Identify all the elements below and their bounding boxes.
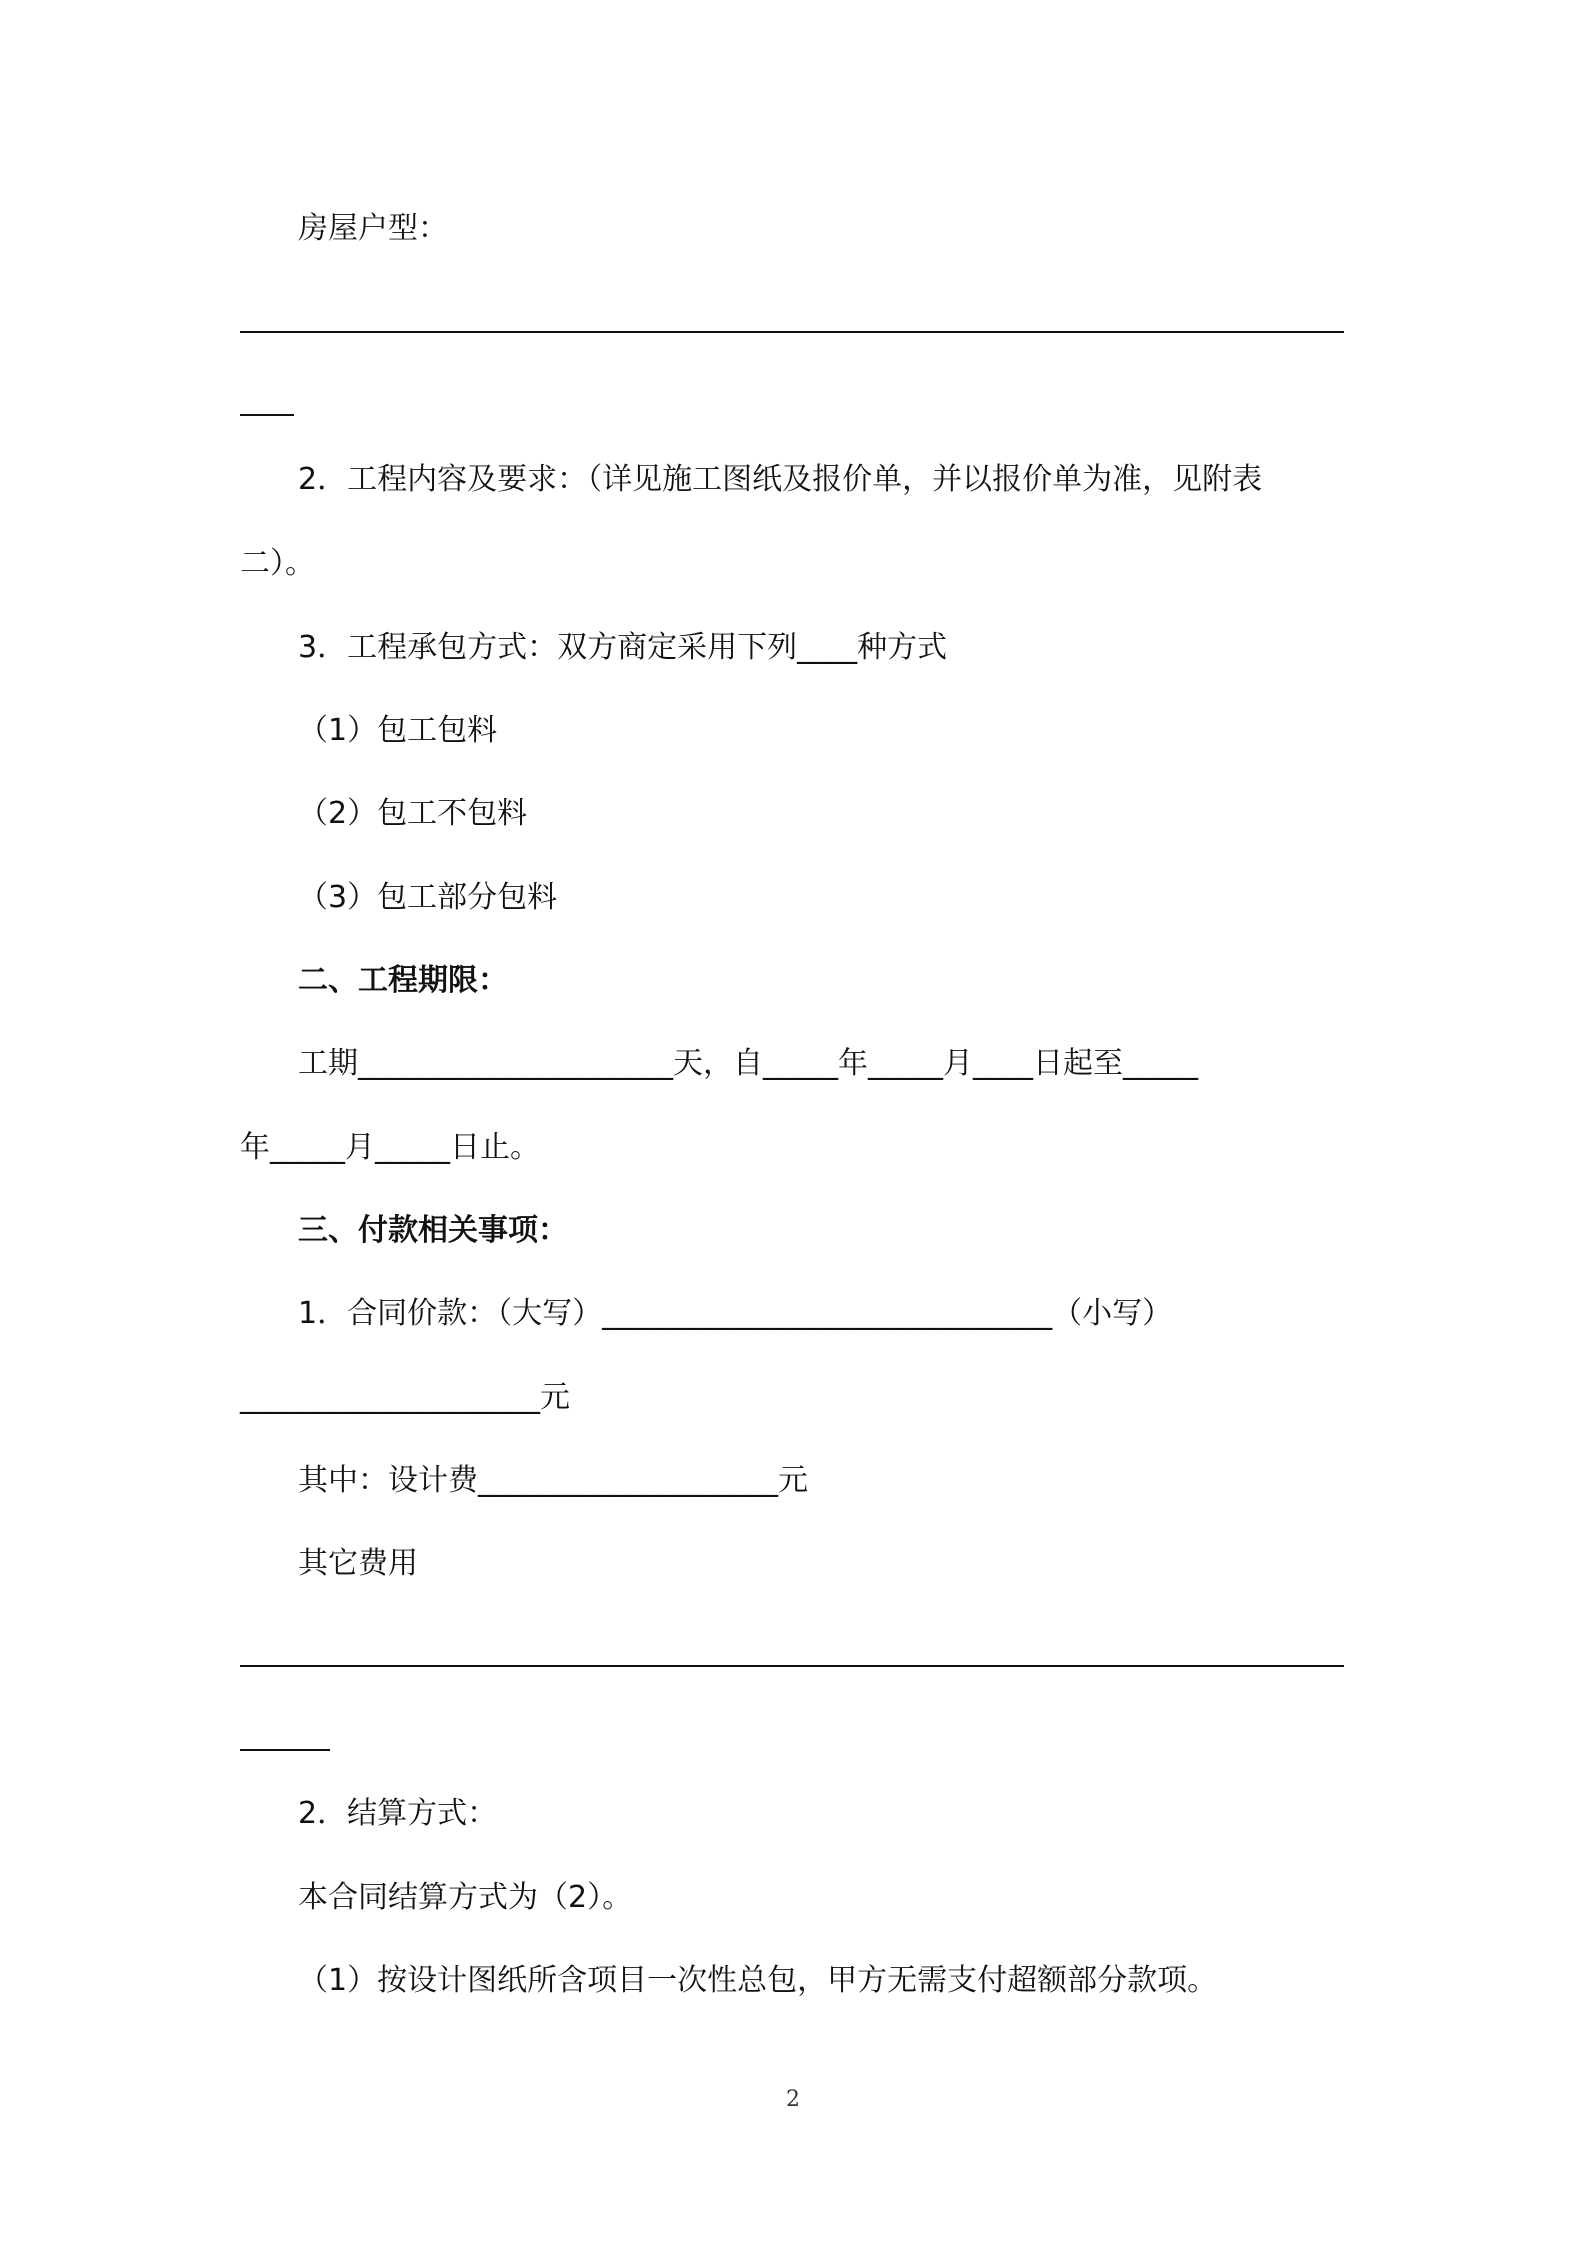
house-type-label: 房屋户型：: [298, 211, 448, 246]
settlement-heading: 2．结算方式：: [298, 1796, 498, 1831]
other-fees-label: 其它费用: [298, 1546, 418, 1581]
section-heading-term: 二、工程期限：: [298, 963, 508, 998]
option-1: （1）包工包料: [298, 713, 498, 748]
clause-3-text: 3．工程承包方式：双方商定采用下列____种方式: [298, 630, 948, 665]
fill-in-blank-line: [240, 414, 294, 416]
fill-in-blank-line: [240, 1665, 1344, 1667]
fill-in-blank-line: [240, 331, 1344, 333]
settlement-method-line: 本合同结算方式为（2）。: [298, 1880, 633, 1915]
contract-price-continued: ____________________元: [240, 1380, 570, 1415]
page-number: 2: [786, 2087, 800, 2112]
fill-in-blank-line: [240, 1749, 330, 1751]
clause-2-text: 2．工程内容及要求：（详见施工图纸及报价单，并以报价单为准，见附表: [298, 462, 1263, 497]
settlement-option-1: （1）按设计图纸所含项目一次性总包，甲方无需支付超额部分款项。: [298, 1963, 1218, 1998]
clause-2-continued: 二）。: [240, 546, 315, 581]
contract-price-line: 1．合同价款：（大写）______________________________（小写）: [298, 1296, 1173, 1331]
duration-line: 工期_____________________天，自_____年_____月____日起至_____: [298, 1046, 1198, 1081]
duration-line-continued: 年_____月_____日止。: [240, 1130, 540, 1165]
section-heading-payment: 三、付款相关事项：: [298, 1213, 568, 1248]
option-2: （2）包工不包料: [298, 796, 528, 831]
option-3: （3）包工部分包料: [298, 880, 558, 915]
design-fee-line: 其中：设计费____________________元: [298, 1463, 808, 1498]
